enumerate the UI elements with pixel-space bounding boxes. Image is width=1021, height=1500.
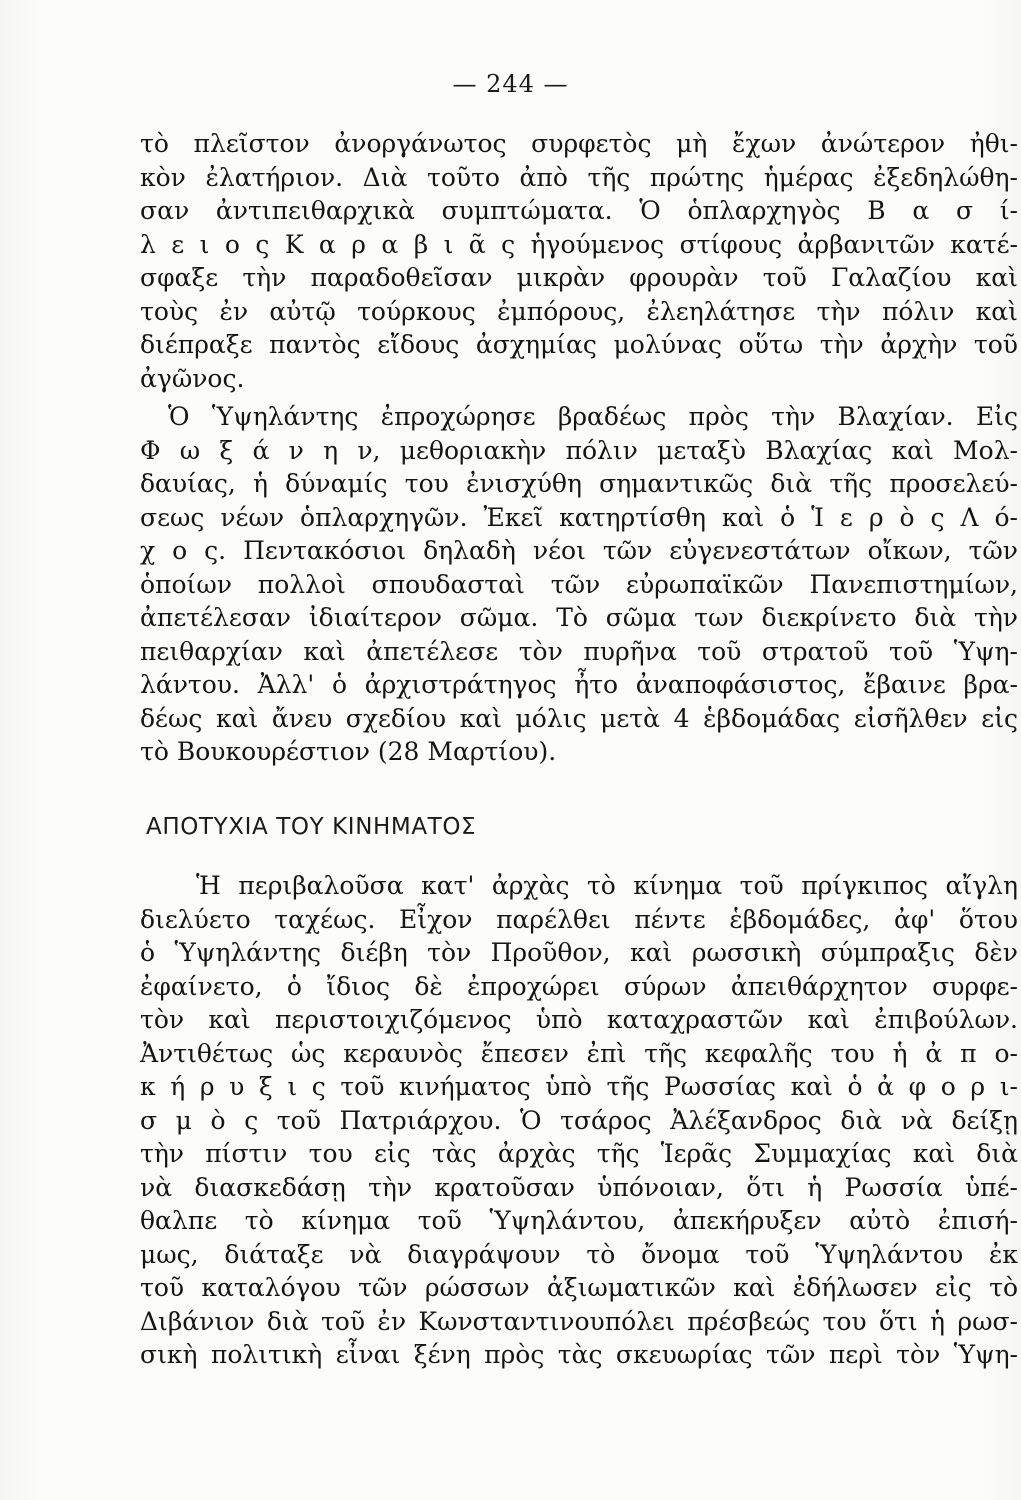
text-line: λ ε ι ο ς Κ α ρ α β ι ᾶ ς ἡγούμενος στίφους ἀρβανιτῶν κατέ- (140, 229, 1018, 259)
text-line: κὸν ἐλατήριον. Διὰ τοῦτο ἀπὸ τῆς πρώτης ἡμέρας ἐξεδηλώθη- (140, 162, 1018, 192)
text-line: διελύετο ταχέως. Εἶχον παρέλθει πέντε ἑβδομάδες, ἀφ' ὅτου (140, 904, 1018, 934)
page-number: — 244 — (452, 70, 569, 98)
text-line: κ ή ρ υ ξ ι ς τοῦ κινήματος ὑπὸ τῆς Ρωσσίας καὶ ὁ ἀ φ ο ρ ι- (140, 1072, 1018, 1101)
text-line: διέπραξε παντὸς εἴδους ἀσχημίας μολύνας οὕτω τὴν ἀρχὴν τοῦ (140, 330, 1018, 359)
text-line: Φ ω ξ ά ν η ν, μεθοριακὴν πόλιν μεταξὺ Βλαχίας καὶ Μολ- (140, 435, 1018, 465)
text-line: θαλπε τὸ κίνημα τοῦ Ὑψηλάντου, ἀπεκήρυξεν αὐτὸ ἐπισή- (140, 1206, 1018, 1235)
text-line: Ἡ περιβαλοῦσα κατ' ἀρχὰς τὸ κίνημα τοῦ πρίγκιπος αἴγλη (196, 871, 1018, 900)
text-line: σεως νέων ὁπλαρχηγῶν. Ἐκεῖ κατηρτίσθη καὶ ὁ Ἱ ε ρ ὸ ς Λ ό- (140, 502, 1018, 532)
text-line: λάντου. Ἀλλ' ὁ ἀρχιστράτηγος ἦτο ἀναποφάσιστος, ἔβαινε βρα- (140, 670, 1018, 699)
text-line: νὰ διασκεδάσῃ τὴν κρατοῦσαν ὑπόνοιαν, ὅτι ἡ Ρωσσία ὑπέ- (140, 1172, 1018, 1202)
text-line: δέως καὶ ἄνευ σχεδίου καὶ μόλις μετὰ 4 ἑβδομάδας εἰσῆλθεν εἰς (140, 703, 1018, 733)
text-line: πειθαρχίαν καὶ ἀπετέλεσε τὸν πυρῆνα τοῦ στρατοῦ τοῦ Ὑψη- (140, 636, 1018, 666)
text-line: τὸν καὶ περιστοιχιζόμενος ὑπὸ καταχραστῶν καὶ ἐπιβούλων. (140, 1005, 1018, 1034)
text-line: τὸ Βουκουρέστιον (28 Μαρτίου). (140, 737, 557, 766)
text-line: τοῦ καταλόγου τῶν ρώσσων ἀξιωματικῶν καὶ ἐδήλωσεν εἰς τὸ (140, 1273, 1018, 1302)
text-line: ὁποίων πολλοὶ σπουδασταὶ τῶν εὐρωπαϊκῶν Πανεπιστημίων, (140, 569, 1018, 599)
text-line: Ὁ Ὑψηλάντης ἐπροχώρησε βραδέως πρὸς τὴν Βλαχίαν. Εἰς (168, 402, 1018, 431)
text-line: μως, διάταξε νὰ διαγράψουν τὸ ὄνομα τοῦ Ὑψηλάντου ἐκ (140, 1239, 1018, 1269)
text-line: τὴν πίστιν του εἰς τὰς ἀρχὰς τῆς Ἱερᾶς Συμμαχίας καὶ διὰ (140, 1139, 1018, 1168)
text-line: ἀγῶνος. (140, 363, 245, 393)
text-line: ὁ Ὑψηλάντης διέβη τὸν Προῦθον, καὶ ρωσσικὴ σύμπραξις δὲν (140, 938, 1018, 967)
text-line: δαυίας, ἡ δύναμίς του ἐνισχύθη σημαντικῶς διὰ τῆς προσελεύ- (140, 469, 1018, 498)
text-line: ἀπετέλεσαν ἰδιαίτερον σῶμα. Τὸ σῶμα των διεκρίνετο διὰ τὴν (140, 603, 1018, 632)
text-line: τὸ πλεῖστον ἀνοργάνωτος συρφετὸς μὴ ἔχων ἀνώτερον ἠθι- (140, 129, 1018, 158)
text-line: σικὴ πολιτικὴ εἶναι ξένη πρὸς τὰς σκευωρίας τῶν περὶ τὸν Ὑψη- (140, 1340, 1018, 1369)
text-line: Ἀντιθέτως ὡς κεραυνὸς ἔπεσεν ἐπὶ τῆς κεφαλῆς του ἡ ἀ π ο- (140, 1038, 1018, 1068)
paragraph-2 (140, 400, 1018, 769)
paragraph-3 (140, 869, 1018, 1372)
text-line: τοὺς ἐν αὐτῷ τούρκους ἐμπόρους, ἐλεηλάτησε τὴν πόλιν καὶ (140, 296, 1018, 326)
text-line: χ ο ς. Πεντακόσιοι δηλαδὴ νέοι τῶν εὐγενεστάτων οἴκων, τῶν (140, 536, 1018, 565)
paragraph-1 (140, 127, 1018, 395)
section-heading: ΑΠΟΤΥΧΙΑ ΤΟΥ ΚΙΝΗΜΑΤΟΣ (146, 814, 477, 840)
text-line: σαν ἀντιπειθαρχικὰ συμπτώματα. Ὁ ὁπλαρχηγὸς Β α σ ί- (140, 196, 1018, 225)
text-line: Διβάνιον διὰ τοῦ ἐν Κωνσταντινουπόλει πρέσβεώς του ὅτι ἡ ρωσ- (140, 1306, 1018, 1336)
text-line: ἐφαίνετο, ὁ ἴδιος δὲ ἐπροχώρει σύρων ἀπειθάρχητον συρφε- (140, 971, 1018, 1001)
text-line: σφαξε τὴν παραδοθεῖσαν μικρὰν φρουρὰν τοῦ Γαλαζίου καὶ (140, 263, 1018, 292)
text-line: σ μ ὸ ς τοῦ Πατριάρχου. Ὁ τσάρος Ἀλέξανδρος διὰ νὰ δείξῃ (140, 1105, 1018, 1135)
